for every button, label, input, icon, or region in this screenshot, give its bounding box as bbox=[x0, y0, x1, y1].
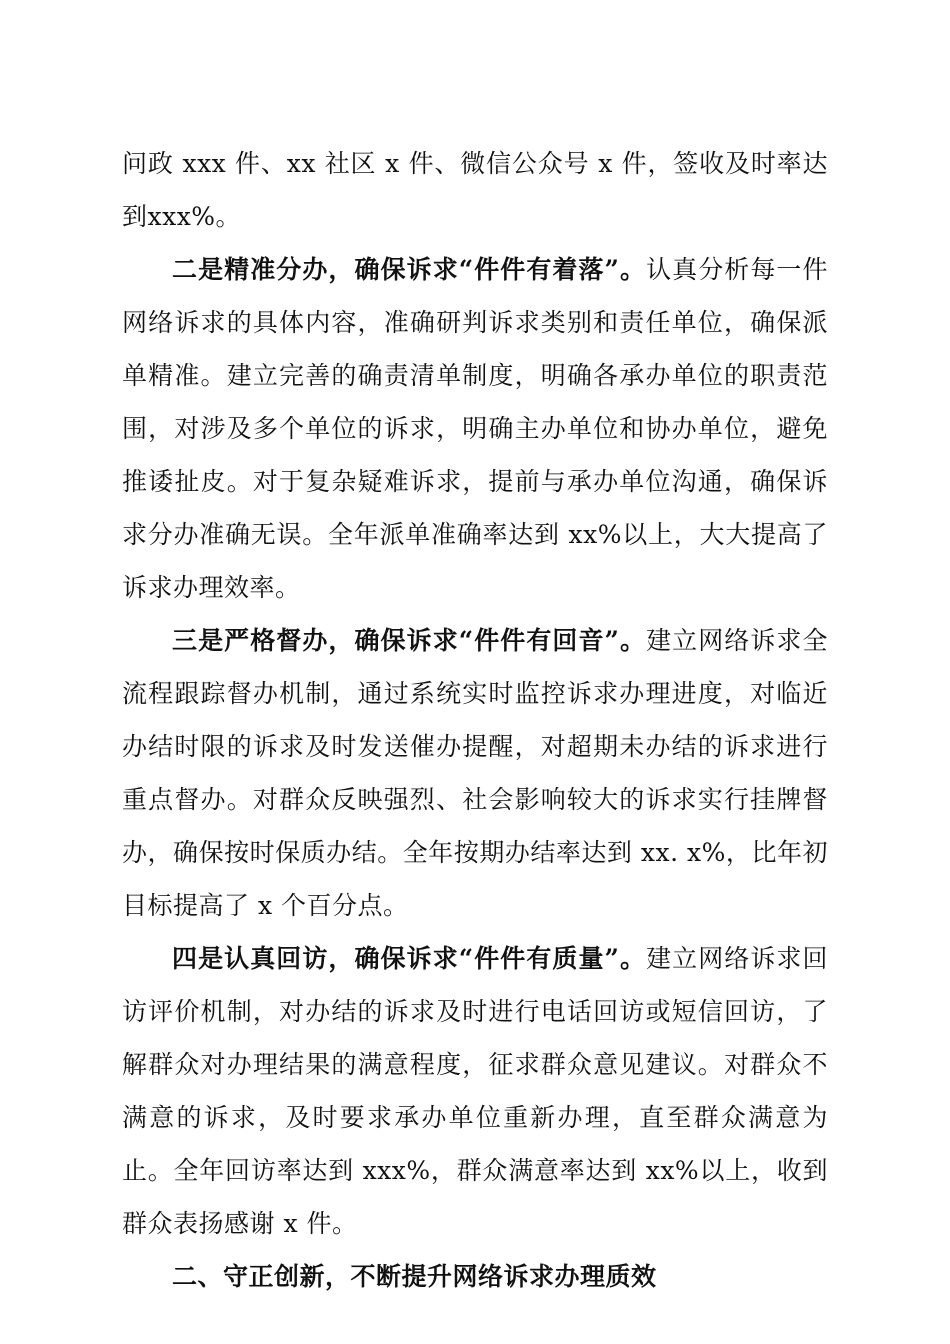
paragraph-continuation bbox=[122, 137, 828, 243]
paragraph-strict-supervision bbox=[122, 614, 828, 932]
paragraph-precise-dispatch bbox=[122, 243, 828, 614]
paragraph-4-text: 建立网络诉求回访评价机制，对办结的诉求及时进行电话回访或短信回访，了解群众对办理结果的满意程度，征求群众意见建议。对群众不满意的诉求，及时要求承办单位重新办理，直至群众满意为止。全年回访率达到 xxx%，群众满意率达到 xx%以上，收到群众表扬感谢 x 件。 bbox=[122, 944, 828, 1238]
paragraph-follow-up-visits bbox=[122, 932, 828, 1250]
paragraph-1-text: 问政 xxx 件、xx 社区 x 件、微信公众号 x 件，签收及时率达到xxx%。 bbox=[122, 149, 828, 231]
document-body bbox=[122, 137, 828, 1303]
paragraph-2-text: 认真分析每一件网络诉求的具体内容，准确研判诉求类别和责任单位，确保派单精准。建立完善的确责清单制度，明确各承办单位的职责范围，对涉及多个单位的诉求，明确主办单位和协办单位，避免推诿扯皮。对于复杂疑难诉求，提前与承办单位沟通，确保诉求分办准确无误。全年派单准确率达到 xx%以上，大大提高了诉求办理效率。 bbox=[122, 255, 828, 602]
paragraph-3-lead: 三是严格督办，确保诉求“件件有回音”。 bbox=[172, 626, 647, 655]
paragraph-3-text: 建立网络诉求全流程跟踪督办机制，通过系统实时监控诉求办理进度，对临近办结时限的诉求及时发送催办提醒，对超期未办结的诉求进行重点督办。对群众反映强烈、社会影响较大的诉求实行挂牌督办，确保按时保质办结。全年按期办结率达到 xx. x%，比年初目标提高了 x 个百分点。 bbox=[122, 626, 828, 920]
paragraph-2-lead: 二是精准分办，确保诉求“件件有着落”。 bbox=[172, 255, 647, 284]
paragraph-4-lead: 四是认真回访，确保诉求“件件有质量”。 bbox=[172, 944, 647, 973]
section-heading: 二、守正创新，不断提升网络诉求办理质效 bbox=[172, 1262, 657, 1291]
